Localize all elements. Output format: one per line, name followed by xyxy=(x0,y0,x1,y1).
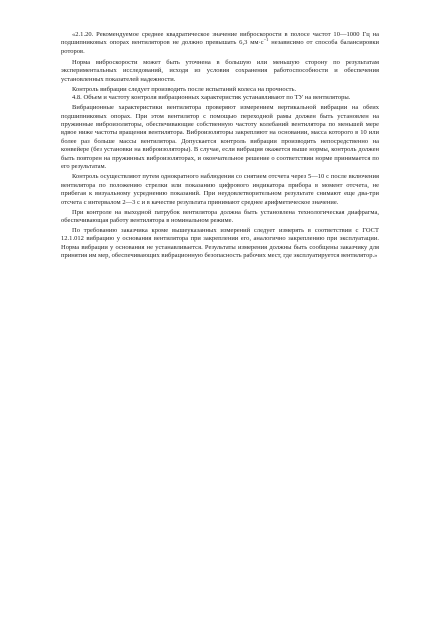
paragraph-4-8: 4.8. Объем и частоту контроля вибрационных характеристик устанавливают по ТУ на вентиляторы. xyxy=(72,94,351,102)
paragraph-text-continued: независимо от способа балансировки роторов. xyxy=(61,39,380,55)
paragraph-vibration-characteristics: Вибрационные характеристики вентилятора проверяют измерением вертикальной вибрации на обеих подшипниковых опорах. При этом вентилятор с помощью переходной рамы должен быть установлен на пружинные виброизоляторы, обеспечивающие собственную частоту колебаний вентилятора по меньшей мере вдвое ниже частоты вращения вентилятора. Виброизоляторы закрепляют на основании, масса которого в 10 или более раз больше массы вентилятора. Допускается контроль вибрации производить непосредственно на конвейере (без установки на виброизоляторы). В случае, если вибрация окажется выше нормы, контроль должен быть повторен на пружинных виброизоляторах, и окончательное решение о соответствии норме принимается по его результатам. xyxy=(61,104,379,171)
paragraph-customer-request: По требованию заказчика кроме вышеуказанных измерений следует измерять в соответствии с ГОСТ 12.1.012 вибрацию у основания вентилятора при закреплении его, аналогично закреплению при эксплуатации. Норма вибрации у основания не устанавливается. Результаты измерения должны быть сообщены заказчику для принятия им мер, обеспечивающих вибрационную безопасность рабочих мест, где эксплуатируется вентилятор.» xyxy=(61,226,379,260)
paragraph-diaphragm: При контроле на выходной патрубок вентилятора должна быть установлена технологическая диафрагма, обеспечивающая работу вентилятора в номинальном режиме. xyxy=(61,208,379,225)
document-page xyxy=(61,31,379,261)
paragraph-2-1-20 xyxy=(61,31,379,56)
paragraph-text: «2.1.20. Рекомендуемое среднее квадратическое значение виброскорости в полосе частот 10—1000 Гц на подшипниковых опорах вентиляторов не должно превышать 6,3 мм·с xyxy=(61,31,379,47)
paragraph-vibration-control: Контроль вибрации следует производить после испытаний колеса на прочность. xyxy=(72,85,297,93)
paragraph-vibration-norm: Норма виброскорости может быть уточнена в большую или меньшую сторону по результатам экспериментальных исследований, исходя из условия сохранения работоспособности и обеспечения установленных показателей надежности. xyxy=(61,58,379,83)
paragraph-control-procedure: Контроль осуществляют путем однократного наблюдения со снятием отсчета через 5—10 с после включения вентилятора по положению стрелки или показанию цифрового индикатора прибора в момент отсчета, не прибегая к визуальному усреднению показаний. При неудовлетворительном результате снимают еще два-три отсчета с интервалом 2—3 с и в качестве результата принимают среднее арифметическое значение. xyxy=(61,173,379,206)
superscript-exponent: −1 xyxy=(263,37,269,43)
